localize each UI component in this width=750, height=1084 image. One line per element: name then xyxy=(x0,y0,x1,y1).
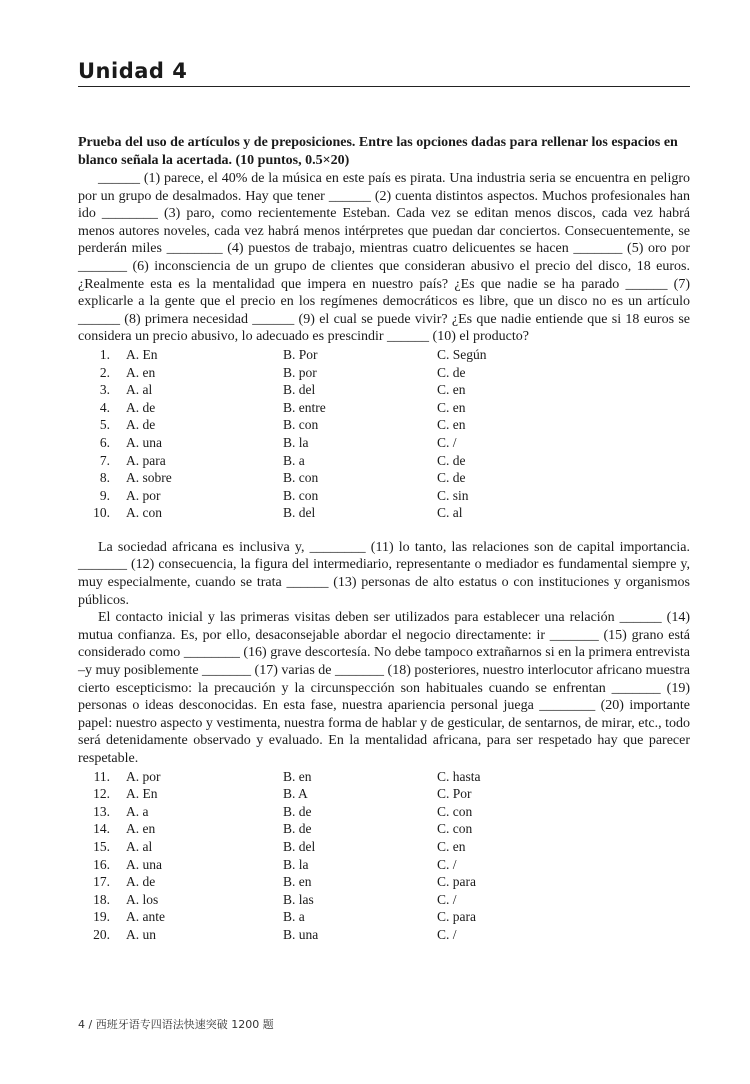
option-a: A. con xyxy=(126,505,162,521)
unit-header xyxy=(78,58,690,87)
options-list-2 xyxy=(78,768,690,944)
option-a: A. por xyxy=(126,487,161,503)
option-c: C. Por xyxy=(437,786,472,802)
option-number: 7. xyxy=(99,452,110,468)
option-b: B. la xyxy=(283,434,309,450)
option-a: A. sobre xyxy=(126,470,172,486)
option-c: C. sin xyxy=(437,487,469,503)
option-row xyxy=(78,820,690,838)
option-number: 8. xyxy=(99,470,110,486)
option-number: 18. xyxy=(93,891,110,907)
option-a: A. una xyxy=(126,434,162,450)
option-b: B. la xyxy=(283,856,309,872)
option-row xyxy=(78,908,690,926)
option-number: 14. xyxy=(93,821,110,837)
option-c: C. de xyxy=(437,470,466,486)
option-c: C. para xyxy=(437,909,476,925)
option-number: 3. xyxy=(99,382,110,398)
option-a: A. de xyxy=(126,399,156,415)
option-number: 17. xyxy=(93,874,110,890)
option-row xyxy=(78,785,690,803)
option-number: 1. xyxy=(99,346,110,362)
option-a: A. de xyxy=(126,874,156,890)
option-row xyxy=(78,926,690,944)
option-a: A. una xyxy=(126,856,162,872)
option-row xyxy=(78,487,690,505)
option-b: B. en xyxy=(283,768,312,784)
options-list-1 xyxy=(78,346,690,522)
option-c: C. en xyxy=(437,417,466,433)
option-b: B. del xyxy=(283,505,316,521)
option-c: C. en xyxy=(437,399,466,415)
option-a: A. en xyxy=(126,364,156,380)
option-number: 9. xyxy=(99,487,110,503)
option-c: C. / xyxy=(437,891,457,907)
option-row xyxy=(78,873,690,891)
option-b: B. las xyxy=(283,891,314,907)
option-a: A. en xyxy=(126,821,156,837)
option-c: C. / xyxy=(437,926,457,942)
passage-paragraph-2: La sociedad africana es inclusiva y, ________ (11) lo tanto, las relaciones son de capital importancia. _______ (12) consecuencia, la figura del intermediario, representante o mediador es fundamental siempre y, muy especialmente, cuando se trata ______ (13) personas de alto estatus o con instituciones y organismos públicos. xyxy=(78,539,690,608)
option-b: B. en xyxy=(283,874,312,890)
option-number: 5. xyxy=(99,417,110,433)
option-c: C. de xyxy=(437,364,466,380)
option-a: A. de xyxy=(126,417,156,433)
option-b: B. entre xyxy=(283,399,326,415)
option-c: C. de xyxy=(437,452,466,468)
option-b: B. con xyxy=(283,470,319,486)
option-c: C. Según xyxy=(437,346,487,362)
option-row xyxy=(78,803,690,821)
option-row xyxy=(78,838,690,856)
passage-paragraph-1: ______ (1) parece, el 40% de la música en este país es pirata. Una industria seria se encuentra en peligro por un grupo de desalmados. Hay que tener ______ (2) cuenta distintos aspectos. Muchos profesionales han ido ________ (3) paro, como recientemente Esteban. Cada vez se editan menos discos, cada vez habrá menos autores noveles, cada vez habrá menos intérpretes que puedan dar conciertos. Consecuentemente, se perderán miles ________ (4) puestos de trabajo, mientras cuatro delicuentes se hacen _______ (5) oro por _______ (6) inconsciencia de un grupo de clientes que consideran abusivo el precio del disco, 18 euros. ¿Realmente esta es la mentalidad que impera en nuestro país? ¿Es que nadie se ha parado ______ (7) explicarle a la gente que el precio en los regímenes democráticos es libre, que un disco no es un artículo ______ (8) primera necesidad ______ (9) el cual se puede vivir? ¿Es que nadie entiende que si 18 euros se considera un precio abusivo, lo adecuado es prescindir ______ (10) el producto? xyxy=(78,171,690,345)
option-number: 2. xyxy=(99,364,110,380)
option-number: 11. xyxy=(93,768,110,784)
option-c: C. al xyxy=(437,505,463,521)
passage-paragraph-3: El contacto inicial y las primeras visitas deben ser utilizados para establecer una relación ______ (14) mutua confianza. Es, por ello, desaconsejable abordar el negocio directamente: ir _______ (15) grano está considerado como ________ (16) grave descortesía. No debe tampoco extrañarnos si en la primera entrevista –y muy posiblemente _______ (17) varias de _______ (18) posteriores, nuestro interlocutor africano muestra cierto escepticismo: la precaución y la circunspección son habituales cuando se enfrentan _______ (19) personas o ideas desconocidas. En esta fase, nuestra apariencia personal juega ________ (20) importante papel: nuestro aspecto y vestimenta, nuestra forma de hablar y de gesticular, de sentarnos, de mirar, etc., todo será detenidamente observado y evaluado. En la mentalidad africana, para ser respetado hay que parecer respetable. xyxy=(78,610,690,766)
option-c: C. con xyxy=(437,821,473,837)
option-a: A. para xyxy=(126,452,166,468)
option-c: C. en xyxy=(437,382,466,398)
option-a: A. por xyxy=(126,768,161,784)
exercise-instruction: Prueba del uso de artículos y de preposiciones. Entre las opciones dadas para rellenar los espacios en blanco señala la acertada. (10 puntos, 0.5×20) xyxy=(78,135,678,168)
section-gap xyxy=(78,522,690,539)
page-footer: 4 / 西班牙语专四语法快速突破 1200 题 xyxy=(78,1018,274,1031)
option-a: A. los xyxy=(126,891,159,907)
option-b: B. con xyxy=(283,487,319,503)
option-number: 4. xyxy=(99,399,110,415)
option-a: A. ante xyxy=(126,909,165,925)
option-b: B. de xyxy=(283,803,312,819)
option-row xyxy=(78,891,690,909)
option-c: C. / xyxy=(437,434,457,450)
option-a: A. al xyxy=(126,382,153,398)
option-number: 15. xyxy=(93,838,110,854)
option-b: B. A xyxy=(283,786,308,802)
option-b: B. de xyxy=(283,821,312,837)
option-c: C. en xyxy=(437,838,466,854)
option-a: A. En xyxy=(126,786,158,802)
option-number: 19. xyxy=(93,909,110,925)
option-b: B. del xyxy=(283,382,316,398)
option-a: A. un xyxy=(126,926,156,942)
option-number: 12. xyxy=(93,786,110,802)
option-number: 20. xyxy=(93,926,110,942)
unit-title: Unidad 4 xyxy=(78,59,188,83)
option-number: 13. xyxy=(93,803,110,819)
option-a: A. a xyxy=(126,803,149,819)
option-c: C. para xyxy=(437,874,476,890)
option-row xyxy=(78,364,690,382)
option-b: B. a xyxy=(283,452,305,468)
option-row xyxy=(78,381,690,399)
option-a: A. En xyxy=(126,346,158,362)
option-row xyxy=(78,504,690,522)
option-a: A. al xyxy=(126,838,153,854)
option-row xyxy=(78,346,690,364)
exercise-content xyxy=(78,134,690,944)
option-row xyxy=(78,469,690,487)
option-number: 10. xyxy=(93,505,110,521)
option-row xyxy=(78,434,690,452)
option-number: 16. xyxy=(93,856,110,872)
option-c: C. hasta xyxy=(437,768,481,784)
option-b: B. una xyxy=(283,926,319,942)
option-b: B. Por xyxy=(283,346,318,362)
option-row xyxy=(78,452,690,470)
option-row xyxy=(78,856,690,874)
option-row xyxy=(78,416,690,434)
option-c: C. / xyxy=(437,856,457,872)
option-b: B. por xyxy=(283,364,317,380)
option-b: B. del xyxy=(283,838,316,854)
option-b: B. con xyxy=(283,417,319,433)
option-row xyxy=(78,399,690,417)
option-number: 6. xyxy=(99,434,110,450)
option-row xyxy=(78,768,690,786)
option-b: B. a xyxy=(283,909,305,925)
header-rule xyxy=(78,86,690,87)
option-c: C. con xyxy=(437,803,473,819)
